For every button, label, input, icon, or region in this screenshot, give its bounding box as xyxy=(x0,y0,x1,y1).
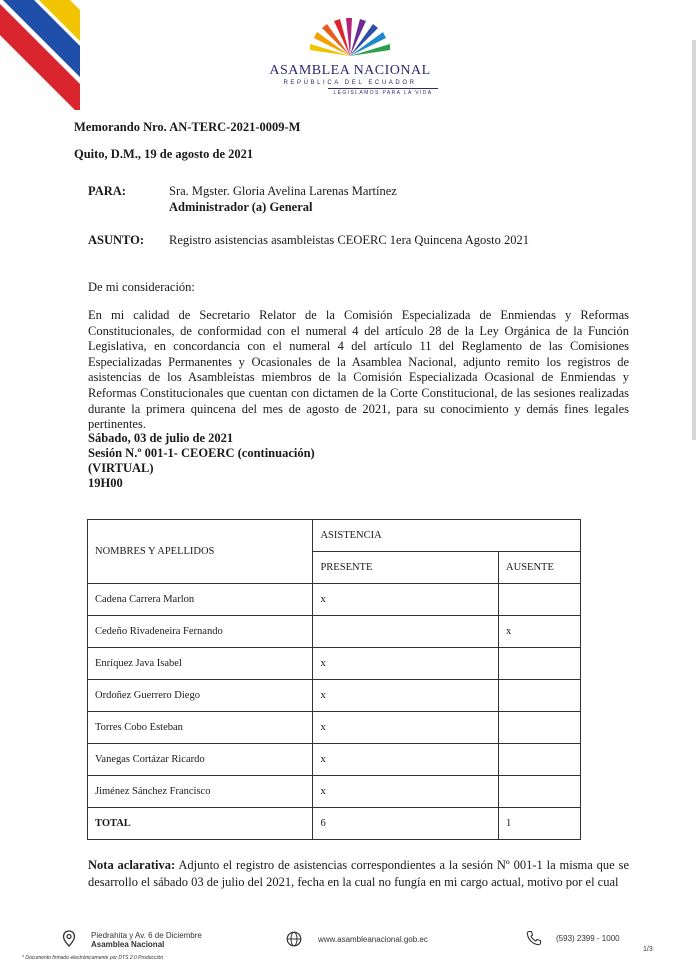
logo-tagline: LEGISLAMOS PARA LA VIDA xyxy=(328,88,438,96)
to-label: PARA: xyxy=(88,184,126,198)
location-pin-icon xyxy=(62,930,76,948)
footer-address-line2: Asamblea Nacional xyxy=(91,940,165,949)
sun-emblem-icon xyxy=(305,16,395,56)
session-name: Sesión N.º 001-1- CEOERC (continuación) xyxy=(88,446,315,460)
absent-mark xyxy=(499,776,581,808)
member-name: Torres Cobo Esteban xyxy=(88,712,313,744)
session-mode: (VIRTUAL) xyxy=(88,461,154,475)
header-present: PRESENTE xyxy=(313,552,499,584)
to-name: Sra. Mgster. Gloria Avelina Larenas Martínez xyxy=(169,184,397,198)
table-total-row xyxy=(88,808,581,840)
table-row xyxy=(88,712,581,744)
present-mark: x xyxy=(313,744,499,776)
total-present: 6 xyxy=(313,808,499,840)
logo-subtitle: REPÚBLICA DEL ECUADOR xyxy=(283,80,417,86)
footer-website-link[interactable]: www.asambleanacional.gob.ec xyxy=(318,935,428,944)
phone-icon xyxy=(526,930,542,946)
attendance-table xyxy=(87,519,581,840)
memo-number: Memorando Nro. AN-TERC-2021-0009-M xyxy=(74,120,301,134)
header-names: NOMBRES Y APELLIDOS xyxy=(88,520,313,584)
greeting: De mi consideración: xyxy=(88,280,195,294)
page-footer xyxy=(0,922,696,976)
scrollbar[interactable] xyxy=(692,40,696,440)
subject-label: ASUNTO: xyxy=(88,233,145,247)
table-row xyxy=(88,776,581,808)
member-name: Jiménez Sánchez Francisco xyxy=(88,776,313,808)
total-absent: 1 xyxy=(499,808,581,840)
present-mark: x xyxy=(313,648,499,680)
asamblea-logo xyxy=(262,16,438,96)
table-row xyxy=(88,744,581,776)
member-name: Enríquez Java Isabel xyxy=(88,648,313,680)
table-row xyxy=(88,616,581,648)
memo-body: En mi calidad de Secretario Relator de la Comisión Especializada de Enmiendas y Reformas Constitucionales, de conformidad con el numeral 4 del artículo 28 de la Ley Orgánica de la Función Legislativa, en concordancia con el numeral 4 del artículo 11 del Reglamento de las Comisiones Especializadas Permanentes y Ocasionales de la Asamblea Nacional, adjunto remito los registros de asistencias de los Asambleístas miembros de la Comisión Especializada Ocasional de Enmiendas y Reformas Constitucionales que cuentan con dictamen de la Corte Constitucional, de las sesiones realizadas durante la primera quincena del mes de agosto de 2021, para su conocimiento y demás fines legales pertinentes. xyxy=(88,308,629,432)
note-label: Nota aclarativa: xyxy=(88,858,176,872)
absent-mark xyxy=(499,680,581,712)
present-mark: x xyxy=(313,712,499,744)
member-name: Vanegas Cortázar Ricardo xyxy=(88,744,313,776)
globe-icon xyxy=(286,931,302,947)
note-text: Adjunto el registro de asistencias correspondientes a la sesión Nº 001-1 la misma que se desarrollo el sábado 03 de julio del 2021, fecha en la cual no fungía en mi cargo actual, motivo por el cual xyxy=(88,858,629,889)
present-mark xyxy=(313,616,499,648)
present-mark: x xyxy=(313,776,499,808)
member-name: Ordoñez Guerrero Diego xyxy=(88,680,313,712)
total-label: TOTAL xyxy=(88,808,313,840)
logo-title: ASAMBLEA NACIONAL xyxy=(269,63,431,78)
table-row xyxy=(88,584,581,616)
page-number: 1/3 xyxy=(643,946,653,953)
footer-address-line1: Piedrahita y Av. 6 de Diciembre xyxy=(91,931,202,940)
table-row xyxy=(88,648,581,680)
absent-mark xyxy=(499,712,581,744)
note-paragraph xyxy=(88,857,629,891)
absent-mark xyxy=(499,744,581,776)
member-name: Cadena Carrera Marlon xyxy=(88,584,313,616)
absent-mark: x xyxy=(499,616,581,648)
session-time: 19H00 xyxy=(88,476,123,490)
member-name: Cedeño Rivadeneira Fernando xyxy=(88,616,313,648)
header-absent: AUSENTE xyxy=(499,552,581,584)
absent-mark xyxy=(499,584,581,616)
memo-place-date: Quito, D.M., 19 de agosto de 2021 xyxy=(74,147,254,161)
table-header-row xyxy=(88,520,581,552)
present-mark: x xyxy=(313,680,499,712)
session-date: Sábado, 03 de julio de 2021 xyxy=(88,431,234,445)
absent-mark xyxy=(499,648,581,680)
corner-stripes-decoration xyxy=(0,0,80,110)
footer-phone: (593) 2399 - 1000 xyxy=(556,934,620,943)
table-row xyxy=(88,680,581,712)
footer-disclaimer: * Documento firmado electrónicamente por DTS 2.0 Producción xyxy=(22,955,164,961)
to-title: Administrador (a) General xyxy=(169,200,313,214)
subject-text: Registro asistencias asambleistas CEOERC 1era Quincena Agosto 2021 xyxy=(169,233,530,247)
present-mark: x xyxy=(313,584,499,616)
header-attendance: ASISTENCIA xyxy=(313,520,581,552)
